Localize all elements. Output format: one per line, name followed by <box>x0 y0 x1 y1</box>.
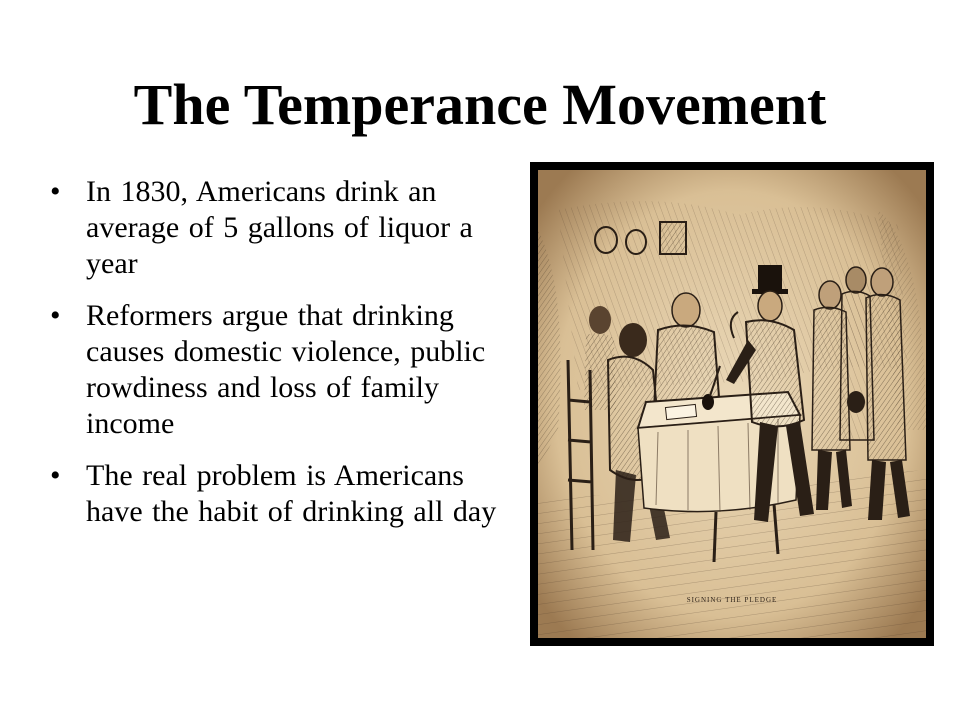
hat-in-hand-icon <box>847 391 865 413</box>
bullet-dot-icon: • <box>50 175 61 208</box>
inkwell-icon <box>702 394 714 410</box>
engraving-caption: SIGNING THE PLEDGE <box>686 596 778 604</box>
bullet-dot-icon: • <box>50 459 61 492</box>
wall-picture-icon <box>660 222 686 254</box>
bullet-dot-icon: • <box>50 299 61 332</box>
bullet-item <box>44 298 504 442</box>
temperance-engraving-illustration <box>538 170 926 638</box>
illustration-frame <box>530 162 934 646</box>
bullet-item <box>44 174 504 282</box>
pledge-paper <box>665 404 696 419</box>
slide-title: The Temperance Movement <box>133 72 827 137</box>
bullet-text: The real problem is Americans have the habit of drinking all day <box>86 459 497 528</box>
bullet-text: Reformers argue that drinking causes domestic violence, public rowdiness and loss of family income <box>86 299 486 440</box>
bullet-item <box>44 458 504 530</box>
bullet-text: In 1830, Americans drink an average of 5 gallons of liquor a year <box>86 175 473 280</box>
bullet-list <box>44 174 504 546</box>
